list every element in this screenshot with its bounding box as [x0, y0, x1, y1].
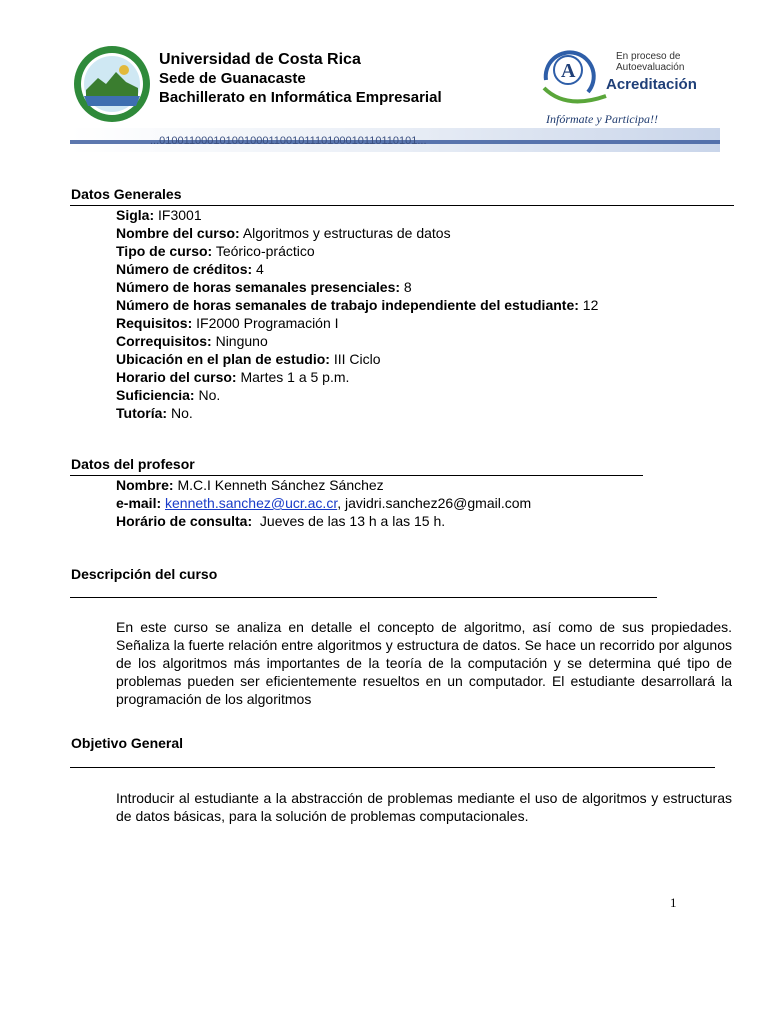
- field-label: Número de créditos:: [116, 261, 253, 277]
- university-heading: [159, 50, 442, 107]
- field-label: Sigla:: [116, 207, 155, 223]
- field-value: No.: [194, 387, 221, 403]
- field-value: Teórico-práctico: [212, 243, 315, 259]
- objective-paragraph: Introducir al estudiante a la abstracción de problemas mediante el uso de algoritmos y estructuras de datos básicas, para la solución de problemas computacionales.: [116, 790, 732, 824]
- campus-name: Sede de Guanacaste: [159, 70, 306, 87]
- email-link[interactable]: kenneth.sanchez@ucr.ac.cr: [165, 495, 338, 511]
- banner-digits: ...0100110001010010001100101110100010110110101...: [150, 135, 427, 147]
- general-data-row: [116, 224, 598, 242]
- section-divider: [70, 597, 657, 598]
- general-data-row: [116, 314, 598, 332]
- accreditation-process-text: En proceso de Autoevaluación: [616, 51, 685, 73]
- general-data-row: [116, 386, 598, 404]
- field-label: Horario del curso:: [116, 369, 237, 385]
- field-value: No.: [167, 405, 193, 421]
- field-label: Requisitos:: [116, 315, 193, 331]
- section-divider: [70, 767, 715, 768]
- field-value: III Ciclo: [329, 351, 381, 367]
- general-data-row: [116, 350, 598, 368]
- general-data-row: [116, 404, 598, 422]
- field-label: Nombre del curso:: [116, 225, 240, 241]
- field-label: Ubicación en el plan de estudio:: [116, 351, 330, 367]
- field-label: Suficiencia:: [116, 387, 195, 403]
- field-value: IF2000 Programación I: [192, 315, 339, 331]
- university-seal-logo: [72, 44, 152, 124]
- general-data-row: [116, 278, 598, 296]
- field-value: Algoritmos y estructuras de datos: [239, 225, 451, 241]
- university-name: Universidad de Costa Rica: [159, 51, 361, 68]
- general-data-row: [116, 242, 598, 260]
- professor-email-row: e-mail: kenneth.sanchez@ucr.ac.cr, javidri.sanchez26@gmail.com: [116, 495, 532, 511]
- general-data-row: [116, 296, 598, 314]
- section-title-objective: Objetivo General: [71, 735, 184, 751]
- field-label: Tipo de curso:: [116, 243, 213, 259]
- field-value: 4: [252, 261, 264, 277]
- svg-text:A: A: [561, 60, 576, 82]
- section-title-professor: Datos del profesor: [71, 456, 195, 472]
- field-value: 8: [400, 279, 412, 295]
- field-value: 12: [578, 297, 599, 313]
- binary-banner: [70, 128, 720, 152]
- general-data-list: [116, 206, 598, 422]
- field-value: Martes 1 a 5 p.m.: [236, 369, 350, 385]
- field-label: Número de horas semanales de trabajo independiente del estudiante:: [116, 297, 579, 313]
- accreditation-title: Acreditación: [606, 76, 697, 93]
- accreditation-badge: [526, 40, 720, 132]
- professor-hours-row: Horário de consulta: Jueves de las 13 h a las 15 h.: [116, 513, 446, 529]
- professor-name-row: Nombre: M.C.I Kenneth Sánchez Sánchez: [116, 477, 384, 493]
- general-data-row: [116, 206, 598, 224]
- field-label: Tutoría:: [116, 405, 168, 421]
- field-label: Correquisitos:: [116, 333, 212, 349]
- general-data-row: [116, 332, 598, 350]
- section-title-general: Datos Generales: [71, 186, 182, 202]
- program-name: Bachillerato en Informática Empresarial: [159, 89, 442, 106]
- field-label: Número de horas semanales presenciales:: [116, 279, 401, 295]
- accreditation-tagline: Infórmate y Participa!!: [546, 112, 658, 126]
- description-paragraph: En este curso se analiza en detalle el concepto de algoritmo, así como de sus propiedades. Señaliza la fuerte relación entre algoritmos y estructura de datos. Se hace un recorrido por algunos de los algoritmos más importantes de la teoría de la computación y se determina qué tipo de problemas pueden ser eficientemente resueltos en un computador. El estudiante desarrollará la programación de los algoritmos: [116, 619, 732, 707]
- general-data-row: [116, 260, 598, 278]
- general-data-row: [116, 368, 598, 386]
- section-title-description: Descripción del curso: [71, 566, 218, 582]
- page-number: 1: [670, 895, 677, 910]
- professor-data-list: [116, 476, 531, 530]
- field-value: IF3001: [154, 207, 202, 223]
- field-value: Ninguno: [211, 333, 268, 349]
